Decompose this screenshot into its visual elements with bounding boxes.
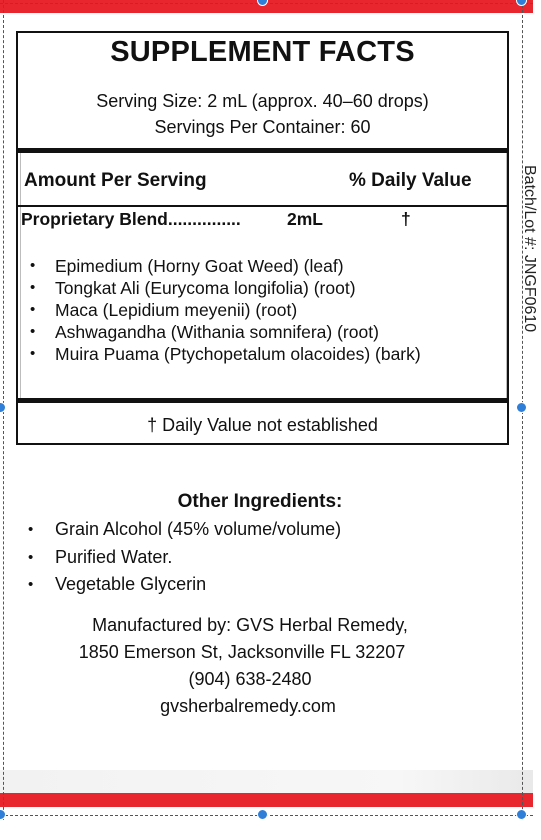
resize-handle-left[interactable] <box>0 402 6 413</box>
list-item: • Ashwagandha (Withania somnifera) (root) <box>30 322 379 342</box>
resize-handle-bottom-right[interactable] <box>516 809 527 820</box>
supplement-facts-panel <box>16 31 509 445</box>
manufacturer-address: 1850 Emerson St, Jacksonville FL 32207 <box>78 642 406 662</box>
other-ingredients-title: Other Ingredients: <box>177 491 343 512</box>
manufacturer-website: gvsherbalremedy.com <box>160 696 336 716</box>
bottom-gray-band <box>0 770 533 794</box>
bottom-red-band <box>0 793 533 807</box>
bullet: • <box>28 576 34 593</box>
list-item: • Tongkat Ali (Eurycoma longifolia) (root) <box>30 278 356 298</box>
blend-amount: 2mL <box>287 209 323 229</box>
bullet: • <box>28 548 34 566</box>
amount-per-serving-header: Amount Per Serving <box>24 170 207 191</box>
bullet: • <box>30 323 36 340</box>
list-item: • Grain Alcohol (45% volume/volume) <box>28 516 341 544</box>
bullet: • <box>30 279 36 296</box>
panel-title: SUPPLEMENT FACTS <box>110 36 415 68</box>
rule-thin-header <box>18 205 507 207</box>
manufacturer-line: Manufactured by: GVS Herbal Remedy, <box>92 615 408 635</box>
rule-thick-bottom <box>18 398 507 403</box>
list-item: • Vegetable Glycerin <box>28 571 341 599</box>
batch-lot-label: Batch/Lot #: JNGF0610 <box>521 165 538 333</box>
list-item: • Maca (Lepidium meyenii) (root) <box>30 300 298 320</box>
list-item: • Purified Water. <box>28 544 341 572</box>
bullet: • <box>28 521 34 538</box>
other-ingredients-list <box>28 516 341 599</box>
daily-value-header: % Daily Value <box>349 170 472 191</box>
list-item: • Muira Puama (Ptychopetalum olacoides) (bark) <box>30 344 421 364</box>
serving-size: Serving Size: 2 mL (approx. 40–60 drops) <box>96 91 429 111</box>
servings-per-container: Servings Per Container: 60 <box>154 117 371 137</box>
daily-value-footnote: † Daily Value not established <box>147 415 378 435</box>
manufacturer-phone: (904) 638-2480 <box>188 669 312 689</box>
bullet: • <box>30 345 36 362</box>
resize-handle-right[interactable] <box>516 402 527 413</box>
blend-ingredients-list <box>30 255 421 365</box>
bullet: • <box>30 257 36 274</box>
resize-handle-bottom[interactable] <box>257 809 268 820</box>
bullet: • <box>30 301 36 318</box>
list-item: • Epimedium (Horny Goat Weed) (leaf) <box>30 256 344 276</box>
blend-daily-value: † <box>401 209 411 229</box>
blend-name: Proprietary Blend............... <box>21 209 241 229</box>
